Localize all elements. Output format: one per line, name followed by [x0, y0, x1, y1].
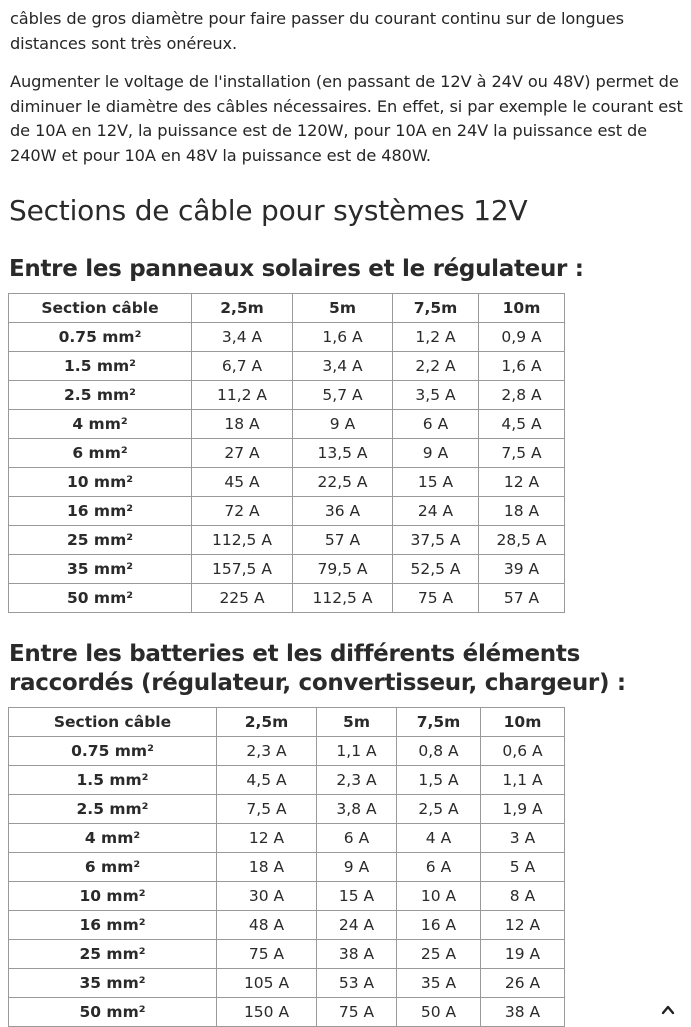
current-value-cell: 53 A: [317, 969, 397, 998]
current-value-cell: 12 A: [479, 468, 565, 497]
current-value-cell: 225 A: [192, 584, 293, 613]
cable-section-cell: 16 mm²: [9, 497, 192, 526]
table-row: [9, 555, 565, 584]
table1-heading: Entre les panneaux solaires et le régulateur :: [9, 256, 584, 282]
current-value-cell: 16 A: [397, 911, 481, 940]
current-value-cell: 112,5 A: [293, 584, 393, 613]
current-value-cell: 3,4 A: [192, 323, 293, 352]
table-row: [9, 439, 565, 468]
current-value-cell: 8 A: [481, 882, 565, 911]
section-title: Sections de câble pour systèmes 12V: [9, 194, 528, 227]
current-value-cell: 9 A: [317, 853, 397, 882]
current-value-cell: 0,6 A: [481, 737, 565, 766]
current-value-cell: 75 A: [217, 940, 317, 969]
cable-section-cell: 6 mm²: [9, 439, 192, 468]
chevron-up-icon[interactable]: [661, 1003, 675, 1017]
table-row: [9, 998, 565, 1027]
current-value-cell: 27 A: [192, 439, 293, 468]
cable-section-cell: 1.5 mm²: [9, 352, 192, 381]
table-header-row: [9, 294, 565, 323]
current-value-cell: 2,5 A: [397, 795, 481, 824]
current-value-cell: 38 A: [317, 940, 397, 969]
column-header: 2,5m: [192, 294, 293, 323]
current-value-cell: 7,5 A: [217, 795, 317, 824]
current-value-cell: 22,5 A: [293, 468, 393, 497]
current-value-cell: 3,8 A: [317, 795, 397, 824]
current-value-cell: 72 A: [192, 497, 293, 526]
cable-section-cell: 10 mm²: [9, 882, 217, 911]
current-value-cell: 2,2 A: [393, 352, 479, 381]
current-value-cell: 3 A: [481, 824, 565, 853]
current-value-cell: 4,5 A: [217, 766, 317, 795]
cable-section-cell: 25 mm²: [9, 526, 192, 555]
table-row: [9, 766, 565, 795]
current-value-cell: 1,2 A: [393, 323, 479, 352]
column-header: Section câble: [9, 294, 192, 323]
current-value-cell: 18 A: [479, 497, 565, 526]
cable-section-cell: 2.5 mm²: [9, 381, 192, 410]
current-value-cell: 5,7 A: [293, 381, 393, 410]
current-value-cell: 45 A: [192, 468, 293, 497]
current-value-cell: 57 A: [293, 526, 393, 555]
current-value-cell: 39 A: [479, 555, 565, 584]
current-value-cell: 0,8 A: [397, 737, 481, 766]
current-value-cell: 2,8 A: [479, 381, 565, 410]
cable-section-cell: 35 mm²: [9, 969, 217, 998]
table-row: [9, 584, 565, 613]
cable-section-cell: 4 mm²: [9, 824, 217, 853]
intro-paragraph-1: câbles de gros diamètre pour faire passer du courant continu sur de longues distances sont très onéreux.: [10, 9, 624, 53]
table-row: [9, 795, 565, 824]
column-header: Section câble: [9, 708, 217, 737]
cable-section-cell: 35 mm²: [9, 555, 192, 584]
current-value-cell: 1,1 A: [481, 766, 565, 795]
current-value-cell: 6,7 A: [192, 352, 293, 381]
table-row: [9, 381, 565, 410]
current-value-cell: 57 A: [479, 584, 565, 613]
current-value-cell: 7,5 A: [479, 439, 565, 468]
current-value-cell: 4 A: [397, 824, 481, 853]
column-header: 10m: [479, 294, 565, 323]
column-header: 5m: [317, 708, 397, 737]
current-value-cell: 79,5 A: [293, 555, 393, 584]
cable-section-cell: 10 mm²: [9, 468, 192, 497]
table-row: [9, 824, 565, 853]
table-row: [9, 352, 565, 381]
column-header: 7,5m: [397, 708, 481, 737]
table-row: [9, 410, 565, 439]
table-row: [9, 468, 565, 497]
current-value-cell: 36 A: [293, 497, 393, 526]
current-value-cell: 50 A: [397, 998, 481, 1027]
column-header: 10m: [481, 708, 565, 737]
current-value-cell: 6 A: [317, 824, 397, 853]
current-value-cell: 24 A: [393, 497, 479, 526]
cable-section-cell: 2.5 mm²: [9, 795, 217, 824]
current-value-cell: 157,5 A: [192, 555, 293, 584]
current-value-cell: 13,5 A: [293, 439, 393, 468]
current-value-cell: 25 A: [397, 940, 481, 969]
table-row: [9, 940, 565, 969]
current-value-cell: 26 A: [481, 969, 565, 998]
current-value-cell: 1,5 A: [397, 766, 481, 795]
current-value-cell: 48 A: [217, 911, 317, 940]
current-value-cell: 3,4 A: [293, 352, 393, 381]
cable-section-cell: 0.75 mm²: [9, 323, 192, 352]
current-value-cell: 6 A: [397, 853, 481, 882]
current-value-cell: 15 A: [393, 468, 479, 497]
table-row: [9, 737, 565, 766]
column-header: 5m: [293, 294, 393, 323]
cable-section-cell: 16 mm²: [9, 911, 217, 940]
current-value-cell: 11,2 A: [192, 381, 293, 410]
current-value-cell: 10 A: [397, 882, 481, 911]
current-value-cell: 12 A: [481, 911, 565, 940]
current-value-cell: 9 A: [393, 439, 479, 468]
current-value-cell: 150 A: [217, 998, 317, 1027]
current-value-cell: 1,1 A: [317, 737, 397, 766]
column-header: 7,5m: [393, 294, 479, 323]
current-value-cell: 1,6 A: [293, 323, 393, 352]
table-header-row: [9, 708, 565, 737]
current-value-cell: 19 A: [481, 940, 565, 969]
current-value-cell: 37,5 A: [393, 526, 479, 555]
cable-section-cell: 25 mm²: [9, 940, 217, 969]
table-row: [9, 969, 565, 998]
current-value-cell: 52,5 A: [393, 555, 479, 584]
current-value-cell: 18 A: [217, 853, 317, 882]
current-value-cell: 30 A: [217, 882, 317, 911]
current-value-cell: 12 A: [217, 824, 317, 853]
current-value-cell: 112,5 A: [192, 526, 293, 555]
current-value-cell: 24 A: [317, 911, 397, 940]
current-value-cell: 2,3 A: [317, 766, 397, 795]
table-row: [9, 882, 565, 911]
intro-paragraph-2: Augmenter le voltage de l'installation (en passant de 12V à 24V ou 48V) permet de diminuer le diamètre des câbles nécessaires. En effet, si par exemple le courant est de 10A en 12V, la puissance est de 120W, pour 10A en 24V la puissance est de 240W et pour 10A en 48V la puissance est de 480W.: [10, 72, 683, 165]
current-value-cell: 105 A: [217, 969, 317, 998]
column-header: 2,5m: [217, 708, 317, 737]
current-value-cell: 1,9 A: [481, 795, 565, 824]
cable-section-cell: 50 mm²: [9, 584, 192, 613]
cable-section-cell: 50 mm²: [9, 998, 217, 1027]
current-value-cell: 28,5 A: [479, 526, 565, 555]
table-row: [9, 853, 565, 882]
table-row: [9, 911, 565, 940]
current-value-cell: 2,3 A: [217, 737, 317, 766]
current-value-cell: 75 A: [317, 998, 397, 1027]
current-value-cell: 1,6 A: [479, 352, 565, 381]
current-value-cell: 6 A: [393, 410, 479, 439]
cable-section-cell: 6 mm²: [9, 853, 217, 882]
table-row: [9, 526, 565, 555]
cable-section-cell: 4 mm²: [9, 410, 192, 439]
current-value-cell: 38 A: [481, 998, 565, 1027]
current-value-cell: 75 A: [393, 584, 479, 613]
current-value-cell: 18 A: [192, 410, 293, 439]
cable-table-batteries: [8, 707, 565, 1027]
current-value-cell: 4,5 A: [479, 410, 565, 439]
cable-section-cell: 1.5 mm²: [9, 766, 217, 795]
table-row: [9, 497, 565, 526]
cable-table-panels: [8, 293, 565, 613]
table-row: [9, 323, 565, 352]
current-value-cell: 15 A: [317, 882, 397, 911]
cable-section-cell: 0.75 mm²: [9, 737, 217, 766]
current-value-cell: 0,9 A: [479, 323, 565, 352]
current-value-cell: 35 A: [397, 969, 481, 998]
current-value-cell: 3,5 A: [393, 381, 479, 410]
table2-heading: Entre les batteries et les différents éléments raccordés (régulateur, convertisseur, chargeur) :: [9, 641, 626, 696]
current-value-cell: 9 A: [293, 410, 393, 439]
current-value-cell: 5 A: [481, 853, 565, 882]
